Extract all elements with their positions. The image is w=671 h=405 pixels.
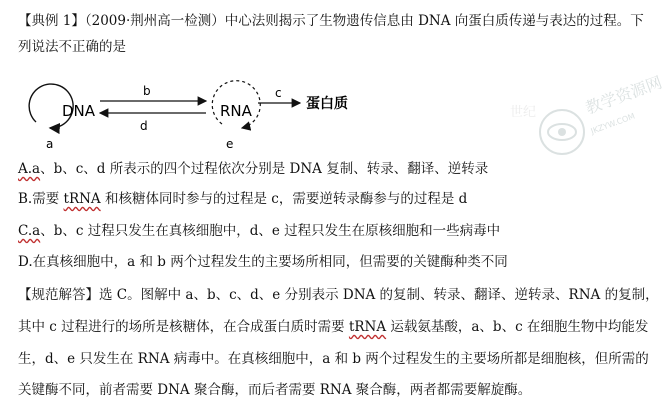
label-b: b: [143, 84, 151, 98]
answer-line-2-pre: 其中 c 过程进行的场所是核糖体，在合成蛋白质时需要: [18, 319, 349, 335]
label-d: d: [140, 119, 148, 133]
label-c: c: [275, 86, 282, 100]
answer-line-3: 生，d、e 只发生在 RNA 病毒中。在真核细胞中，a 和 b 两个过程发生的主要场所都是细胞核，但所需的: [18, 351, 649, 367]
answer-line-2-post: 运载氨基酸，a、b、c 在细胞生物中均能发: [386, 319, 649, 335]
answer-line-2-trna: tRNA: [348, 319, 387, 335]
option-a-text: 、b、c、d 所表示的四个过程依次分别是 DNA 复制、转录、翻译、逆转录: [40, 161, 489, 177]
answer-line-2: [18, 318, 648, 336]
option-c-prefix: C.a: [18, 223, 41, 239]
question-header: 【典例 1】（2009·荆州高一检测）中心法则揭示了生物遗传信息由 DNA 向蛋白质传递与表达的过程。下: [18, 13, 644, 29]
label-a: a: [46, 137, 54, 151]
watermark-text: 教学资源网: [582, 72, 665, 118]
watermark-url: JKZYW.COM: [589, 111, 637, 136]
option-b-prefix: B.需要: [18, 191, 64, 207]
watermark-text-2: 世纪: [510, 105, 537, 120]
protein-node: 蛋白质: [306, 96, 348, 112]
option-c-text: 、b、c 过程只发生在真核细胞中，d、e 过程只发生在原核细胞和一些病毒中: [40, 223, 501, 239]
answer-line-1: 【规范解答】选 C。图解中 a、b、c、d、e 分别表示 DNA 的复制、转录、翻译、逆转录、RNA 的复制，: [18, 287, 659, 303]
watermark-logo: [470, 54, 670, 184]
answer-line-4: 关键酶不同，前者需要 DNA 聚合酶，而后者需要 RNA 聚合酶，两者都需要解旋酶。: [18, 382, 532, 398]
option-a-prefix: A.a: [18, 161, 41, 177]
option-b-text: 和核糖体同时参与的过程是 c，需要逆转录酶参与的过程是 d: [100, 191, 468, 207]
dna-node: DNA: [62, 102, 96, 120]
label-e: e: [226, 137, 234, 151]
option-c: [18, 222, 500, 240]
option-b-trna: tRNA: [63, 191, 101, 207]
question-header-continued: 列说法不正确的是: [18, 39, 126, 55]
option-a: [18, 160, 488, 178]
option-d: D.在真核细胞中，a 和 b 两个过程发生的主要场所相同，但需要的关键酶种类不同: [18, 254, 508, 270]
option-b: [18, 190, 467, 208]
rna-node: RNA: [220, 102, 252, 120]
